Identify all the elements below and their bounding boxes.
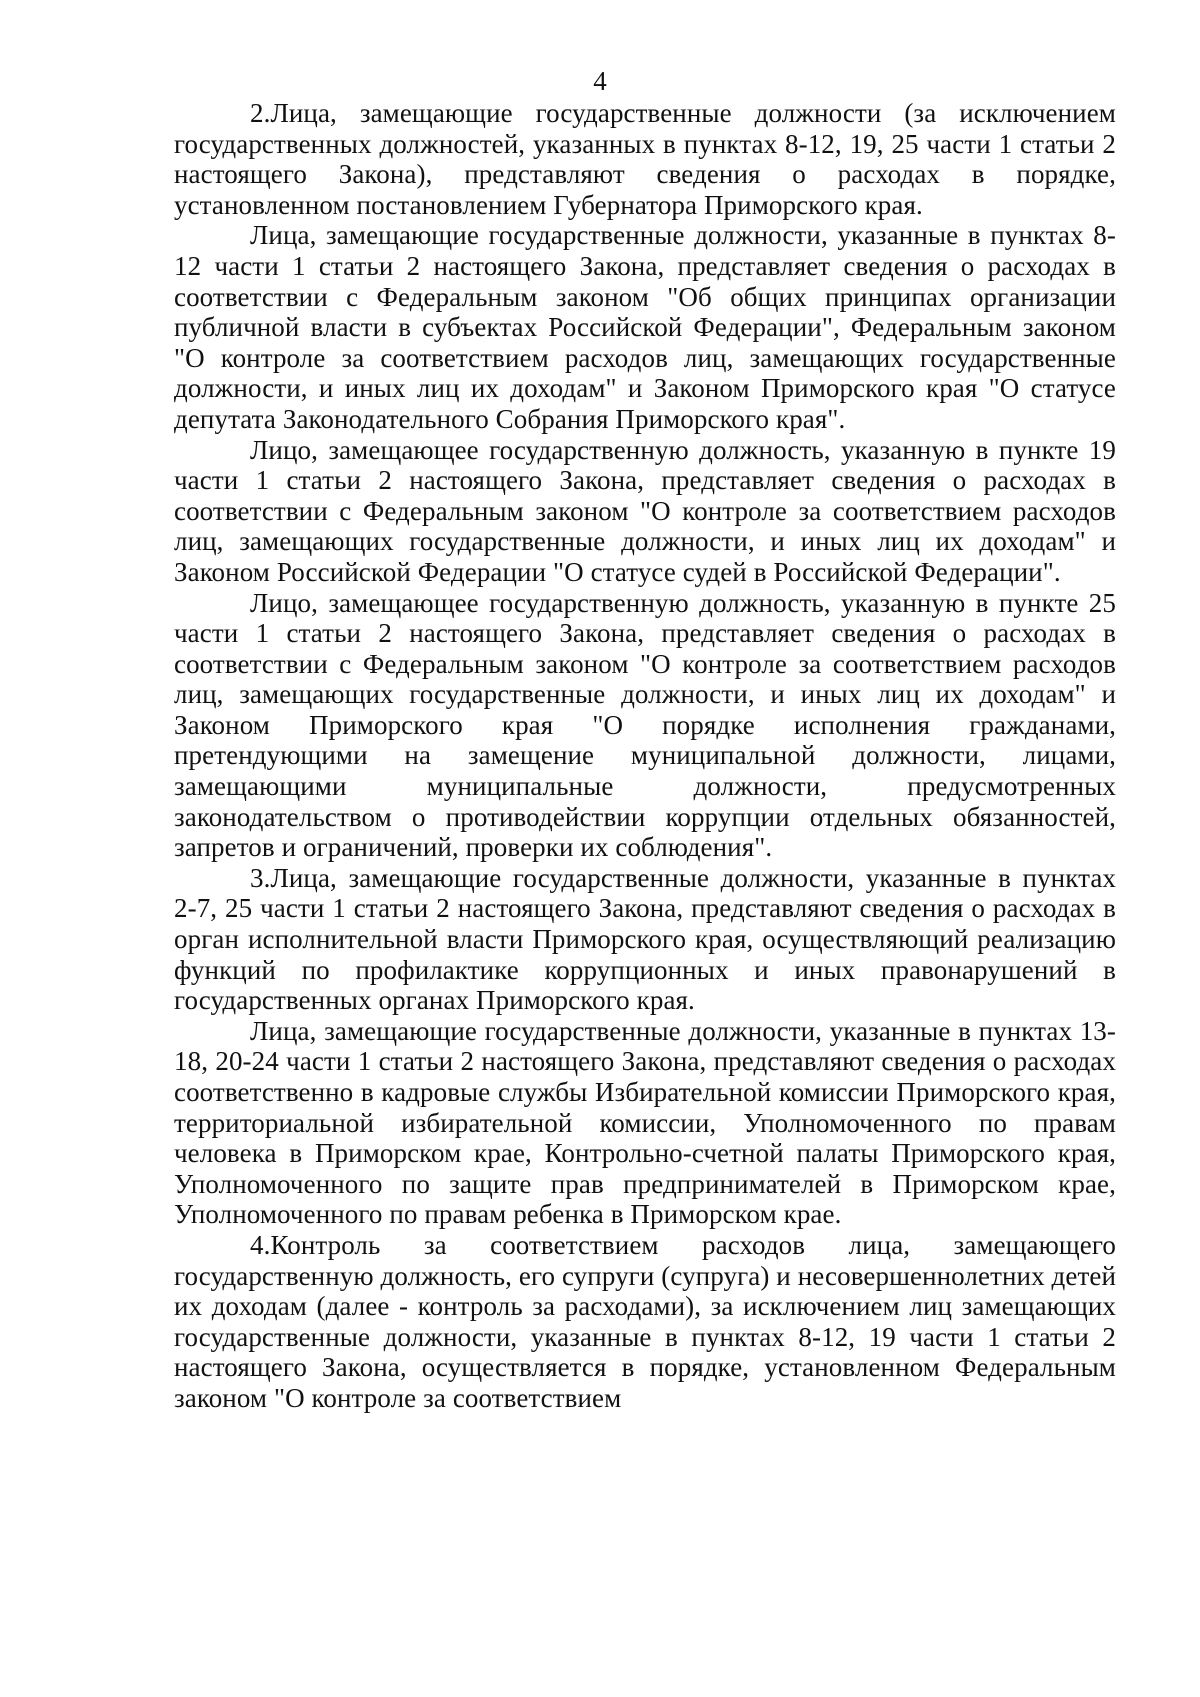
paragraph-4: 4.Контроль за соответствием расходов лица, замещающего государственную должность, его супруги (супруга) и несовершеннолетних детей их доходам (далее - контроль за расходами), за исключением лиц замещающих государственные должности, указанные в пунктах 8-12, 19 части 1 статьи 2 настоящего Закона, осуществляется в порядке, установленном Федеральным законом "О контроле за соответствием (174, 1229, 1116, 1413)
paragraph-2-judge: Лицо, замещающее государственную должность, указанную в пункте 19 части 1 статьи 2 настоящего Закона, представляет сведения о расходах в соответствии с Федеральным законом "О контроле за соответствием расходов лиц, замещающих государственные должности, и иных лиц их доходам" и Законом Российской Федерации "О статусе судей в Российской Федерации". (174, 434, 1116, 587)
paragraph-2: 2.Лица, замещающие государственные должности (за исключением государственных должностей, указанных в пунктах 8-12, 19, 25 части 1 статьи 2 настоящего Закона), представляют сведения о расходах в порядке, установленном постановлением Губернатора Приморского края. (174, 98, 1116, 220)
paragraph-3: 3.Лица, замещающие государственные должности, указанные в пунктах 2-7, 25 части 1 статьи 2 настоящего Закона, представляют сведения о расходах в орган исполнительной власти Приморского края, осуществляющий реализацию функций по профилактике коррупционных и иных правонарушений в государственных органах Приморского края. (174, 862, 1116, 1016)
paragraph-2-deputies: Лица, замещающие государственные должности, указанные в пунктах 8-12 части 1 статьи 2 настоящего Закона, представляет сведения о расходах в соответствии с Федеральным законом "Об общих принципах организации публичной власти в субъектах Российской Федерации", Федеральным законом "О контроле за соответствием расходов лиц, замещающих государственные должности, и иных лиц их доходам" и Законом Приморского края "О статусе депутата Законодательного Собрания Приморского края". (174, 220, 1116, 434)
document-body (174, 98, 1116, 1414)
paragraph-2-item-25: Лицо, замещающее государственную должность, указанную в пункте 25 части 1 статьи 2 настоящего Закона, представляет сведения о расходах в соответствии с Федеральным законом "О контроле за соответствием расходов лиц, замещающих государственные должности, и иных лиц их доходам" и Законом Приморского края "О порядке исполнения гражданами, претендующими на замещение муниципальной должности, лицами, замещающими муниципальные должности, предусмотренных законодательством о противодействии коррупции отдельных обязанностей, запретов и ограничений, проверки их соблюдения". (174, 587, 1116, 863)
paragraph-3-items-13-24: Лица, замещающие государственные должности, указанные в пунктах 13-18, 20-24 части 1 статьи 2 настоящего Закона, представляют сведения о расходах соответственно в кадровые службы Избирательной комиссии Приморского края, территориальной избирательной комиссии, Уполномоченного по правам человека в Приморском крае, Контрольно-счетной палаты Приморского края, Уполномоченного по защите прав предпринимателей в Приморском крае, Уполномоченного по правам ребенка в Приморском крае. (174, 1015, 1116, 1230)
page-number: 4 (593, 66, 607, 96)
